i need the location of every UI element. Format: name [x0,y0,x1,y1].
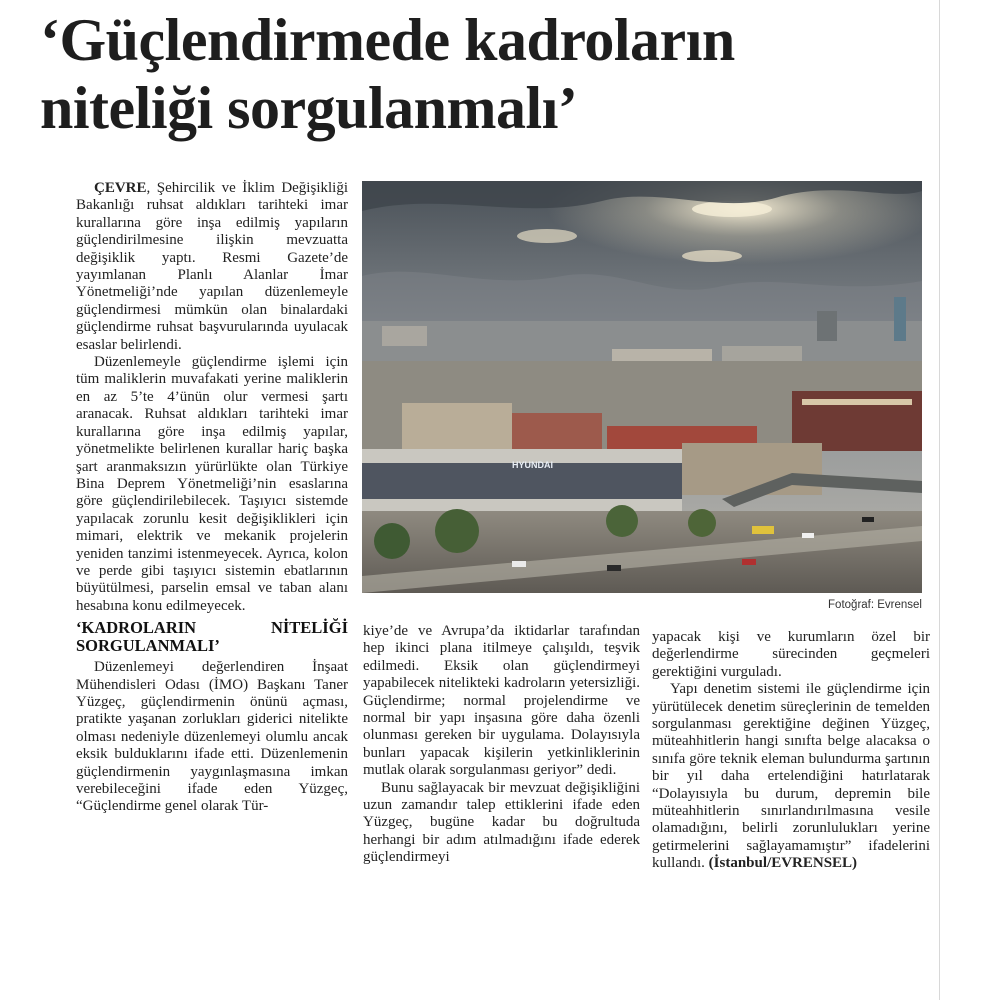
article-column-2 [363,623,640,867]
paragraph: Bunu sağlayacak bir mevzuat değişikliğini uzun zamandır talep ettiklerini ifade eden Yüzgeç, bugüne kadar bu doğrultuda herhangi bir adım atılmadığını ifade ederek güçlendirmeyi [363,779,640,866]
dealership-sign: HYUNDAI [512,460,554,470]
byline-signature: (İstanbul/EVRENSEL) [708,855,858,872]
page-edge-rule [939,0,940,1000]
lead-word: ÇEVRE [94,180,147,196]
paragraph-text: Yapı denetim sistemi ile güçlendirme için yürütülecek denetim süreçlerinin de temelden sorgulanması gerektiğine değinen Yüzgeç, müteahhitlerin hangi sınıfta belge alacaksa o sınıfa göre teknik eleman bulundurma şartının bir yıl daha ertelendiğini hatırlatarak “Dolayısıyla bu durum, depremin bile müteahhitlerin sınırlandırılmasına vesile olamadığını, belirli zorunlulukları yerine getirmelerini sağlayamamıştır” ifadelerini kullandı. [652,681,930,872]
paragraph-final [652,681,930,872]
paragraph: yapacak kişi ve kurumların özel bir değerlendirme sürecinden geçmeleri gerektiğini vurguladı. [652,629,930,680]
article-column-3 [652,629,930,873]
paragraph: Düzenlemeyi değerlendiren İnşaat Mühendisleri Odası (İMO) Başkanı Taner Yüzgeç, güçlendirmenin önünü açması, pratikte yaşanan zorlukları giderici nitelikte olması nedeniyle düzenlemeyi olumlu ancak eksik bulduklarını ifade etti. Düzenlemenin güçlendirmenin yaygınlaşmasına imkan verebileceğini ifade eden Yüzgeç, “Güçlendirme genel olarak Tür- [76,659,348,815]
paragraph: kiye’de ve Avrupa’da iktidarlar tarafından hep ikinci plana itilmeye çalışıldı, teşvik edilmedi. Eksik olan güçlendirmeyi yapabilecek nitelikteki kadroların yetersizliği. Güçlendirme; normal projelendirme ve normal bir yapı inşasına göre daha özenli olunması gereken bir uygulama. Dolayısıyla bunları yapacak kişilerin yetkinliklerinin mutlak olarak sorgulanması geriyor” dedi. [363,623,640,779]
article-column-1 [76,180,348,816]
headline-line-2: niteliği sorgulanmalı’ [40,75,578,141]
subheading: ‘KADROLARIN NİTELİĞİ SORGULANMALI’ [76,618,348,656]
headline-line-1: ‘Güçlendirmede kadroların [40,7,735,73]
headline [40,6,920,142]
lead-paragraph-text: , Şehircilik ve İklim Değişikliği Bakanlığı ruhsat aldıkları tarihteki imar kurallarına göre inşa edilmiş yapıların güçlendirilmesine ilişkin mevzuatta değişiklik yaptı. Resmi Gazete’de yayımlanan Planlı Alanlar İmar Yönetmeliği’nde yapılan düzenlemeyle güçlendirmesi mümkün olan binalardaki güçlendirme ruhsat başvurularında uyulacak esaslar belirlendi. [76,180,348,353]
article-photo [362,181,922,593]
city-skyline-photo [362,181,922,593]
paragraph-lead [76,180,348,354]
paragraph: Düzenlemeyle güçlendirme işlemi için tüm maliklerin muvafakati yerine maliklerin en az 5’te 4’ünün olur vermesi şartı aranacak. Ruhsat aldıkları tarihteki imar kurallarına göre inşa edilmiş yapılar, yönetmelikte belirlenen kurallar hariç başka şart aranmaksızın yürürlükte olan Türkiye Bina Deprem Yönetmeliği’nin esaslarına göre güçlendirilebilecek. Taşıyıcı sistemde yapılacak zorunlu kesit değişiklikleri için mimari, elektrik ve mekanik projelerin yeniden tanzimi istenmeyecek. Ayrıca, kolon ve perde gibi taşıyıcı sistemin ebatlarının büyütülmesi, parselin emsal ve taban alanı hesabına konu edilmeyecek. [76,354,348,614]
photo-credit: Fotoğraf: Evrensel [828,599,922,611]
